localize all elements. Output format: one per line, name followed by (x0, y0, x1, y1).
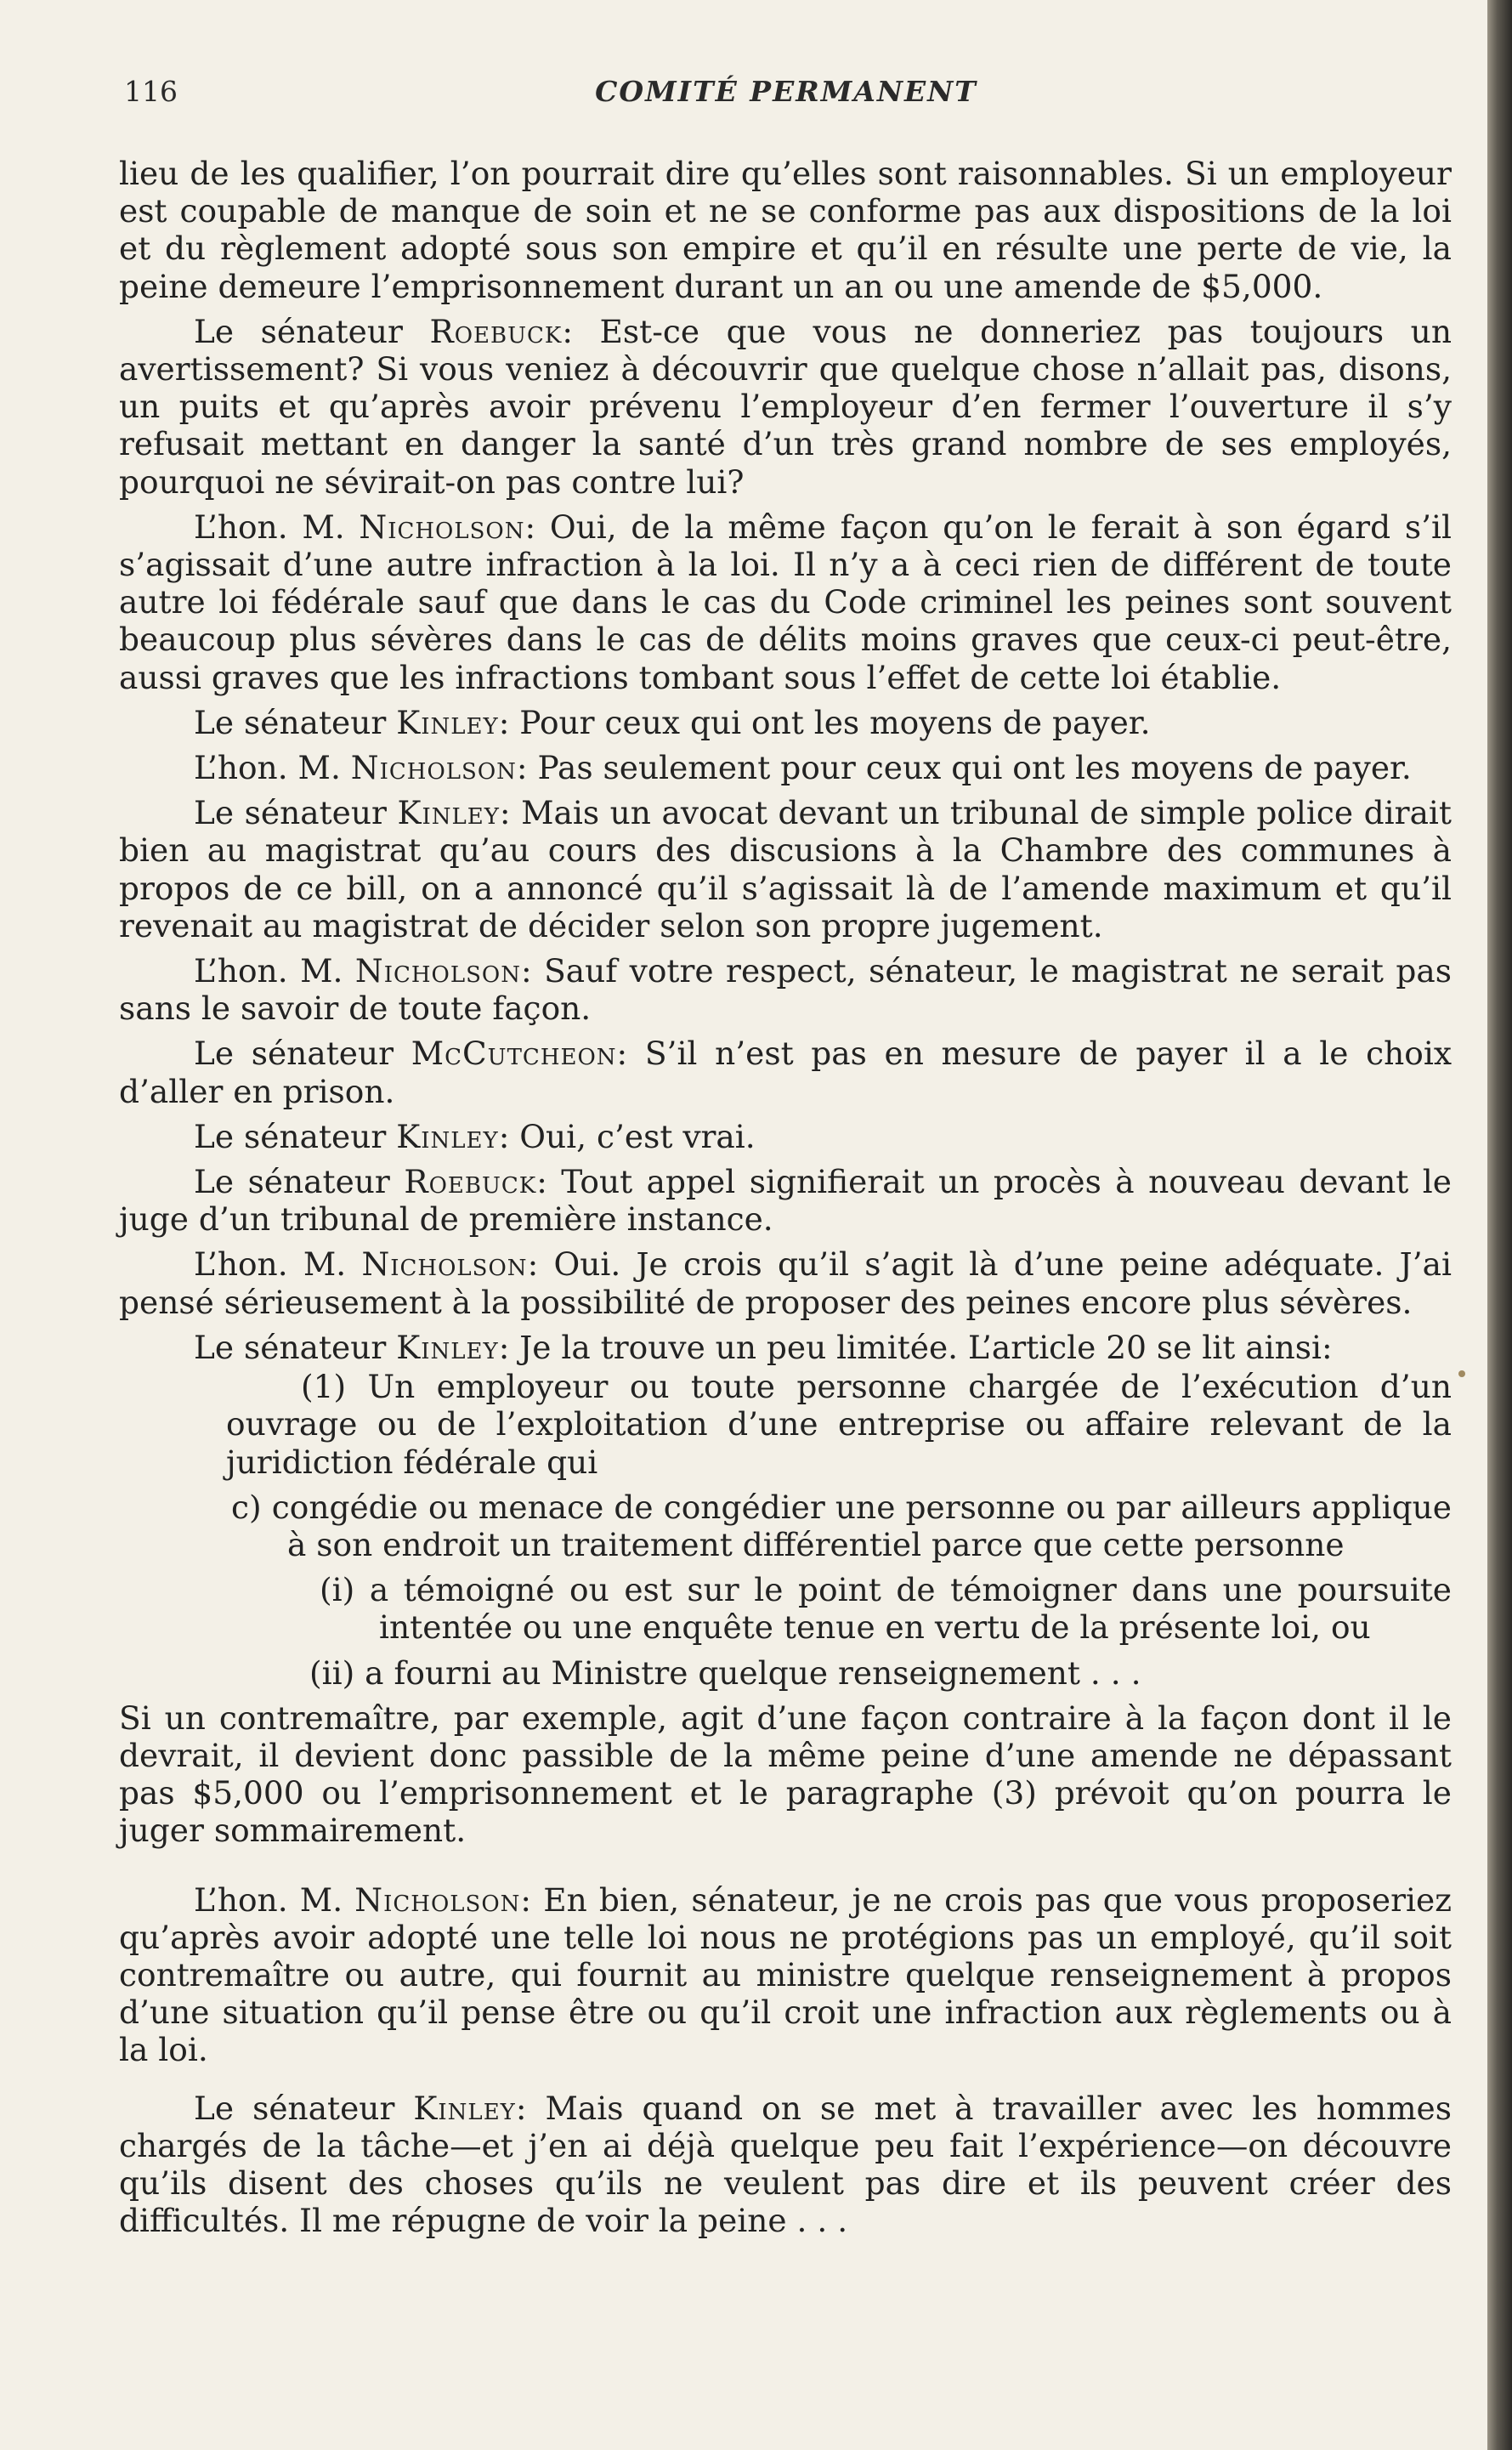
paragraph (119, 508, 1452, 696)
paragraph-text: : Oui. Je crois qu’il s’agit là d’une peine adéquate. J’ai pensé sérieusement à la possibilité de proposer des peines encore plus sévères. (119, 1245, 1452, 1321)
legal-quote (119, 1368, 1452, 1692)
paragraph-text: : Est-ce que vous ne donneriez pas toujours un avertissement? Si vous veniez à découvrir que quelque chose n’allait pas, disons, un puits et qu’après avoir prévenu l’employeur d’en fermer l’ouverture il s’y refusait mettant en danger la santé d’un très grand nombre de ses employés, pourquoi ne sévirait-on pas contre lui? (119, 312, 1452, 501)
paragraph-text: : En bien, sénateur, je ne crois pas que vous proposeriez qu’après avoir adopté une telle loi nous ne protégions pas un employé, qu’il soit contremaître ou autre, qui fournit au ministre quelque renseignement à propos d’une situation qu’il pense être ou qu’il croit une infraction aux règlements ou à la loi. (119, 1880, 1452, 2069)
quote-item-i (320, 1571, 1452, 1647)
speaker-title: Le sénateur (194, 1163, 405, 1201)
speaker-title: L’hon. M. (194, 508, 360, 546)
paragraph-text: : Mais un avocat devant un tribunal de simple police dirait bien au magistrat qu’au cours des discusions à la Chambre des communes à propos de ce bill, on a annoncé qu’il s’agissait là de l’amende maximum et qu’il revenait au magistrat de décider selon son propre jugement. (119, 794, 1452, 944)
paragraph-text: Si un contremaître, par exemple, agit d’une façon contraire à la façon dont il le devrait, il devient donc passible de la même peine d’une amende ne dépassant pas $5,000 ou l’emprisonnement et le paragraphe (3) prévoit qu’on pourra le juger sommairement. (119, 1699, 1452, 1850)
paragraph (119, 1163, 1452, 1238)
paragraph (119, 704, 1452, 741)
paragraph-text: : Oui, c’est vrai. (498, 1117, 756, 1155)
speaker-name: Roebuck (404, 1163, 537, 1201)
paragraph (119, 794, 1452, 944)
spacer (119, 1857, 1452, 1881)
paragraph-text: : Sauf votre respect, sénateur, le magistrat ne serait pas sans le savoir de toute façon. (119, 952, 1452, 1028)
speaker-title: L’hon. M. (194, 1245, 362, 1284)
paragraph-text: : Oui, de la même façon qu’on le ferait à son égard s’il s’agissait d’une autre infraction à la loi. Il n’y a à ceci rien de différent de toute autre loi fédérale sauf que dans le cas du Code criminel les peines sont souvent beaucoup plus sévères dans le cas de délits moins graves que ceux-ci peut-être, aussi graves que les infractions tombant sous l’effet de cette loi établie. (119, 508, 1452, 696)
paragraph (119, 1245, 1452, 1320)
paragraph-text: : Tout appel signifierait un procès à nouveau devant le juge d’un tribunal de première instance. (119, 1163, 1452, 1239)
quote-label: (i) (320, 1571, 355, 1609)
document-body (119, 155, 1452, 2247)
speaker-name: Kinley (396, 1328, 499, 1366)
paragraph-text: lieu de les qualifier, l’on pourrait dire qu’elles sont raisonnables. Si un employeur est coupable de manque de soin et ne se conforme pas aux dispositions de la loi et du règlement adopté sous son empire et qu’il en résulte une perte de vie, la peine demeure l’emprisonnement durant un an ou une amende de $5,000. (119, 155, 1452, 305)
quote-text: a fourni au Ministre quelque renseignement . . . (365, 1653, 1141, 1692)
paragraph-text: : Mais quand on se met à travailler avec les hommes chargés de la tâche—et j’en ai déjà quelque peu fait l’expérience—on découvre qu’ils disent des choses qu’ils ne veulent pas dire et ils peuvent créer des difficultés. Il me répugne de voir la peine . . . (119, 2089, 1452, 2240)
paragraph-text: : Pas seulement pour ceux qui ont les moyens de payer. (516, 749, 1412, 787)
speaker-name: Kinley (413, 2089, 516, 2127)
speaker-name: McCutcheon (411, 1035, 617, 1073)
paragraph (119, 1035, 1452, 1109)
speaker-title: L’hon. M. (194, 952, 355, 990)
quote-item-ii (309, 1653, 1452, 1692)
speaker-title: Le sénateur (194, 1328, 397, 1366)
paragraph (119, 1118, 1452, 1155)
paragraph (119, 155, 1452, 305)
running-title: COMITÉ PERMANENT (595, 75, 977, 108)
speaker-title: L’hon. M. (194, 749, 351, 787)
page-header (124, 75, 1448, 126)
quote-text: (1) Un employeur ou toute personne chargée de l’exécution d’un ouvrage ou de l’exploitation d’une entreprise ou affaire relevant de la juridiction fédérale qui (226, 1368, 1452, 1481)
speaker-name: Nicholson (354, 1880, 521, 1919)
paragraph (119, 1881, 1452, 2069)
speaker-title: Le sénateur (194, 2089, 414, 2127)
speaker-name: Kinley (396, 703, 499, 741)
speaker-title: L’hon. M. (194, 1880, 355, 1919)
paragraph (119, 1699, 1452, 1850)
paragraph (119, 749, 1452, 786)
quote-item-1 (226, 1368, 1452, 1481)
quote-text: c) congédie ou menace de congédier une personne ou par ailleurs applique à son endroit un traitement différentiel parce que cette personne (231, 1488, 1452, 1563)
speaker-title: Le sénateur (194, 312, 430, 350)
paragraph (119, 2090, 1452, 2240)
speaker-name: Kinley (397, 794, 500, 832)
speaker-name: Nicholson (361, 1245, 528, 1284)
speaker-title: Le sénateur (194, 703, 397, 741)
speaker-name: Roebuck (429, 312, 563, 350)
speaker-title: Le sénateur (194, 1117, 397, 1155)
quote-label: (ii) (309, 1653, 355, 1692)
paragraph (119, 1329, 1452, 1366)
paragraph-text: : Pour ceux qui ont les moyens de payer. (498, 703, 1151, 741)
paragraph (119, 952, 1452, 1027)
speaker-title: Le sénateur (194, 1035, 411, 1073)
paragraph-text: : Je la trouve un peu limitée. L’article 20 se lit ainsi: (498, 1328, 1333, 1366)
quote-item-c (231, 1488, 1452, 1563)
speaker-name: Nicholson (354, 952, 521, 990)
paragraph-text: : S’il n’est pas en mesure de payer il a le choix d’aller en prison. (119, 1035, 1452, 1110)
speaker-title: Le sénateur (194, 794, 398, 832)
page-number: 116 (124, 75, 178, 108)
page-edge-shadow (1487, 0, 1512, 2450)
ink-speck (1458, 1370, 1465, 1377)
speaker-name: Nicholson (350, 749, 517, 787)
speaker-name: Kinley (396, 1117, 499, 1155)
quote-text: a témoigné ou est sur le point de témoigner dans une poursuite intentée ou une enquête tenue en vertu de la présente loi, ou (369, 1571, 1452, 1647)
paragraph (119, 313, 1452, 501)
speaker-name: Nicholson (359, 508, 525, 546)
